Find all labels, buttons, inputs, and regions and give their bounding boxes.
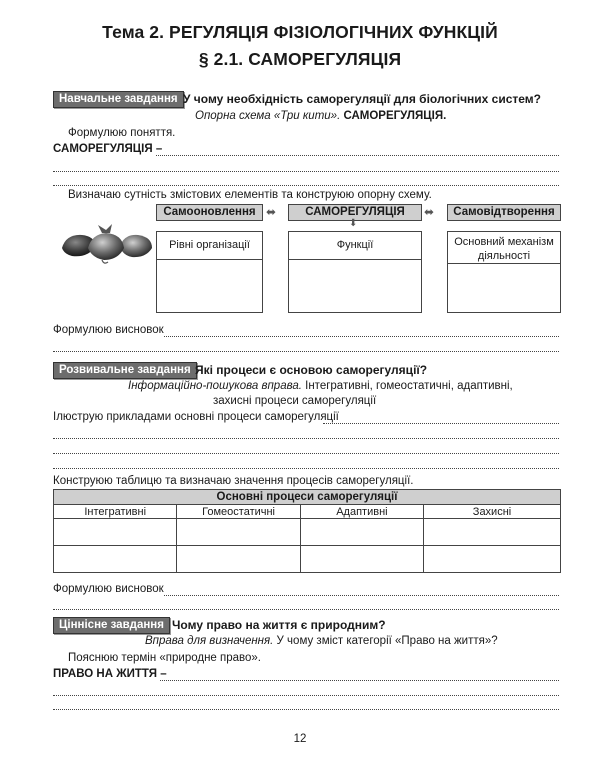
table-cell[interactable] [177,519,300,546]
scheme-center-box-label: Функції [336,239,374,251]
table-intro: Конструюю таблицю та визначаю значення процесів саморегуляції. [53,475,414,487]
answer-line[interactable] [53,709,559,710]
double-arrow-icon: ⬌ [424,205,435,219]
scheme-right-box[interactable] [447,231,561,313]
conclusion-label-2: Формулюю висновок [53,583,164,595]
page-topic: Тема 2. РЕГУЛЯЦІЯ ФІЗІОЛОГІЧНИХ ФУНКЦІЙ [102,22,498,42]
scheme-right-box-label: Основний механізм діяльності [454,236,554,262]
table-header-integrative: Інтегративні [54,505,177,519]
task1-subtitle-italic: Опорна схема «Три кити». [195,110,341,122]
answer-line[interactable] [164,336,559,337]
table-title: Основні процеси саморегуляції [54,490,561,505]
table-cell[interactable] [300,546,423,573]
task1-question: У чому необхідність саморегуляції для біологічних систем? [183,92,542,106]
formulate-label: Формулюю поняття. [68,127,176,139]
task-badge-developing: Розвивальне завдання [53,362,197,379]
scheme-left-header: Самооновлення [156,204,263,221]
table-header-adaptive: Адаптивні [300,505,423,519]
task2-question: Які процеси є основою саморегуляції? [195,363,428,377]
task3-subtitle [145,635,498,647]
task3-subtitle-italic: Вправа для визначення. [145,635,274,647]
term-selfregulation: САМОРЕГУЛЯЦІЯ – [53,143,163,155]
answer-line[interactable] [53,351,559,352]
task-badge-learning: Навчальне завдання [53,91,184,108]
section-title: § 2.1. САМОРЕГУЛЯЦІЯ [198,49,402,69]
divider [448,263,560,264]
answer-line[interactable] [53,438,559,439]
task1-subtitle-bold: САМОРЕГУЛЯЦІЯ. [340,110,447,122]
answer-line[interactable] [53,468,559,469]
down-arrow-icon: ⬇ [349,218,358,229]
task2-subtitle-italic: Інформаційно-пошукова вправа. [128,380,302,392]
scheme-center-box[interactable] [288,231,422,313]
answer-line[interactable] [53,453,559,454]
answer-line[interactable] [156,155,559,156]
scheme-left-box[interactable] [156,231,263,313]
table-cell[interactable] [177,546,300,573]
conclusion-label-1: Формулюю висновок [53,324,164,336]
table-header-homeostatic: Гомеостатичні [177,505,300,519]
answer-line[interactable] [53,609,559,610]
illustrate-label: Ілюструю прикладами основні процеси саморегуляції [53,411,339,423]
table-cell[interactable] [424,519,561,546]
task1-subtitle [195,110,446,122]
task3-question: Чому право на життя є природним? [172,618,386,632]
page-number: 12 [293,733,307,745]
divider [157,259,262,260]
processes-table [53,489,561,573]
scheme-center-header: САМОРЕГУЛЯЦІЯ [288,204,422,221]
table-header-protective: Захисні [424,505,561,519]
scheme-right-header: Самовідтворення [447,204,561,221]
answer-line[interactable] [53,171,559,172]
answer-line[interactable] [323,423,559,424]
task-badge-value: Ціннісне завдання [53,617,170,634]
task2-subtitle-rest: Інтегративні, гомеостатичні, адаптивні, [301,380,513,392]
task2-subtitle [128,380,513,392]
scheme-left-box-label: Рівні організації [169,239,250,251]
answer-line[interactable] [53,695,559,696]
explain-label: Пояснюю термін «природне право». [68,652,261,664]
task2-subtitle-line2: захисні процеси саморегуляції [213,395,377,407]
table-cell[interactable] [54,519,177,546]
answer-line[interactable] [160,680,559,681]
answer-line[interactable] [53,185,559,186]
table-cell[interactable] [424,546,561,573]
double-arrow-icon: ⬌ [266,205,277,219]
task3-subtitle-rest: У чому зміст категорії «Право на життя»? [273,635,498,647]
answer-line[interactable] [164,595,559,596]
divider [289,259,421,260]
three-whales-illustration [58,222,154,266]
scheme-intro: Визначаю сутність змістових елементів та конструюю опорну схему. [68,189,432,201]
table-cell[interactable] [300,519,423,546]
table-cell[interactable] [54,546,177,573]
term-right-to-life: ПРАВО НА ЖИТТЯ – [53,668,167,680]
